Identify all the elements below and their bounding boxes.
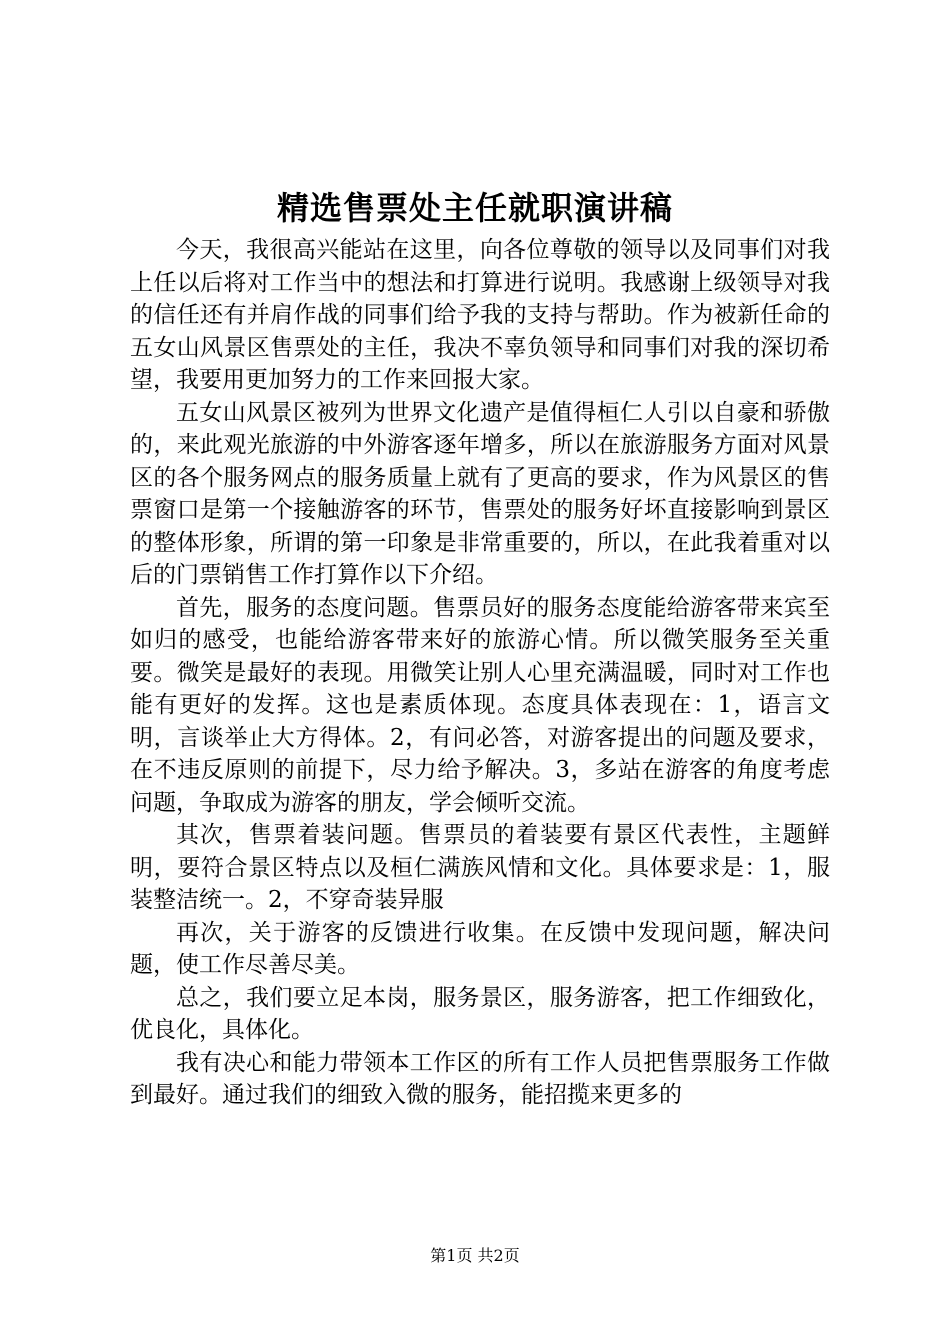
- paragraph: 我有决心和能力带领本工作区的所有工作人员把售票服务工作做到最好。通过我们的细致入微的服务，能招揽来更多的: [130, 1049, 830, 1108]
- paragraph: 五女山风景区被列为世界文化遗产是值得桓仁人引以自豪和骄傲的，来此观光旅游的中外游客逐年增多，所以在旅游服务方面对风景区的各个服务网点的服务质量上就有了更高的要求，作为风景区的售票窗口是第一个接触游客的环节，售票处的服务好坏直接影响到景区的整体形象，所谓的第一印象是非常重要的，所以，在此我着重对以后的门票销售工作打算作以下介绍。: [130, 399, 830, 588]
- paragraph: 其次，售票着装问题。售票员的着装要有景区代表性，主题鲜明，要符合景区特点以及桓仁满族风情和文化。具体要求是：1，服装整洁统一。2，不穿奇装异服: [130, 822, 830, 913]
- paragraph: 首先，服务的态度问题。售票员好的服务态度能给游客带来宾至如归的感受，也能给游客带来好的旅游心情。所以微笑服务至关重要。微笑是最好的表现。用微笑让别人心里充满温暖，同时对工作也能有更好的发挥。这也是素质体现。态度具体表现在：1，语言文明，言谈举止大方得体。2，有问必答，对游客提出的问题及要求，在不违反原则的前提下，尽力给予解决。3，多站在游客的角度考虑问题，争取成为游客的朋友，学会倾听交流。: [130, 594, 830, 816]
- page-number-footer: 第1页 共2页: [430, 1246, 520, 1265]
- document-body: [130, 234, 830, 1112]
- paragraph: 再次，关于游客的反馈进行收集。在反馈中发现问题，解决问题，使工作尽善尽美。: [130, 919, 830, 978]
- paragraph: 今天，我很高兴能站在这里，向各位尊敬的领导以及同事们对我上任以后将对工作当中的想法和打算进行说明。我感谢上级领导对我的信任还有并肩作战的同事们给予我的支持与帮助。作为被新任命的五女山风景区售票处的主任，我决不辜负领导和同事们对我的深切希望，我要用更加努力的工作来回报大家。: [130, 237, 830, 393]
- page-title: 精选售票处主任就职演讲稿: [276, 189, 673, 227]
- paragraph: 总之，我们要立足本岗，服务景区，服务游客，把工作细致化，优良化，具体化。: [130, 984, 830, 1043]
